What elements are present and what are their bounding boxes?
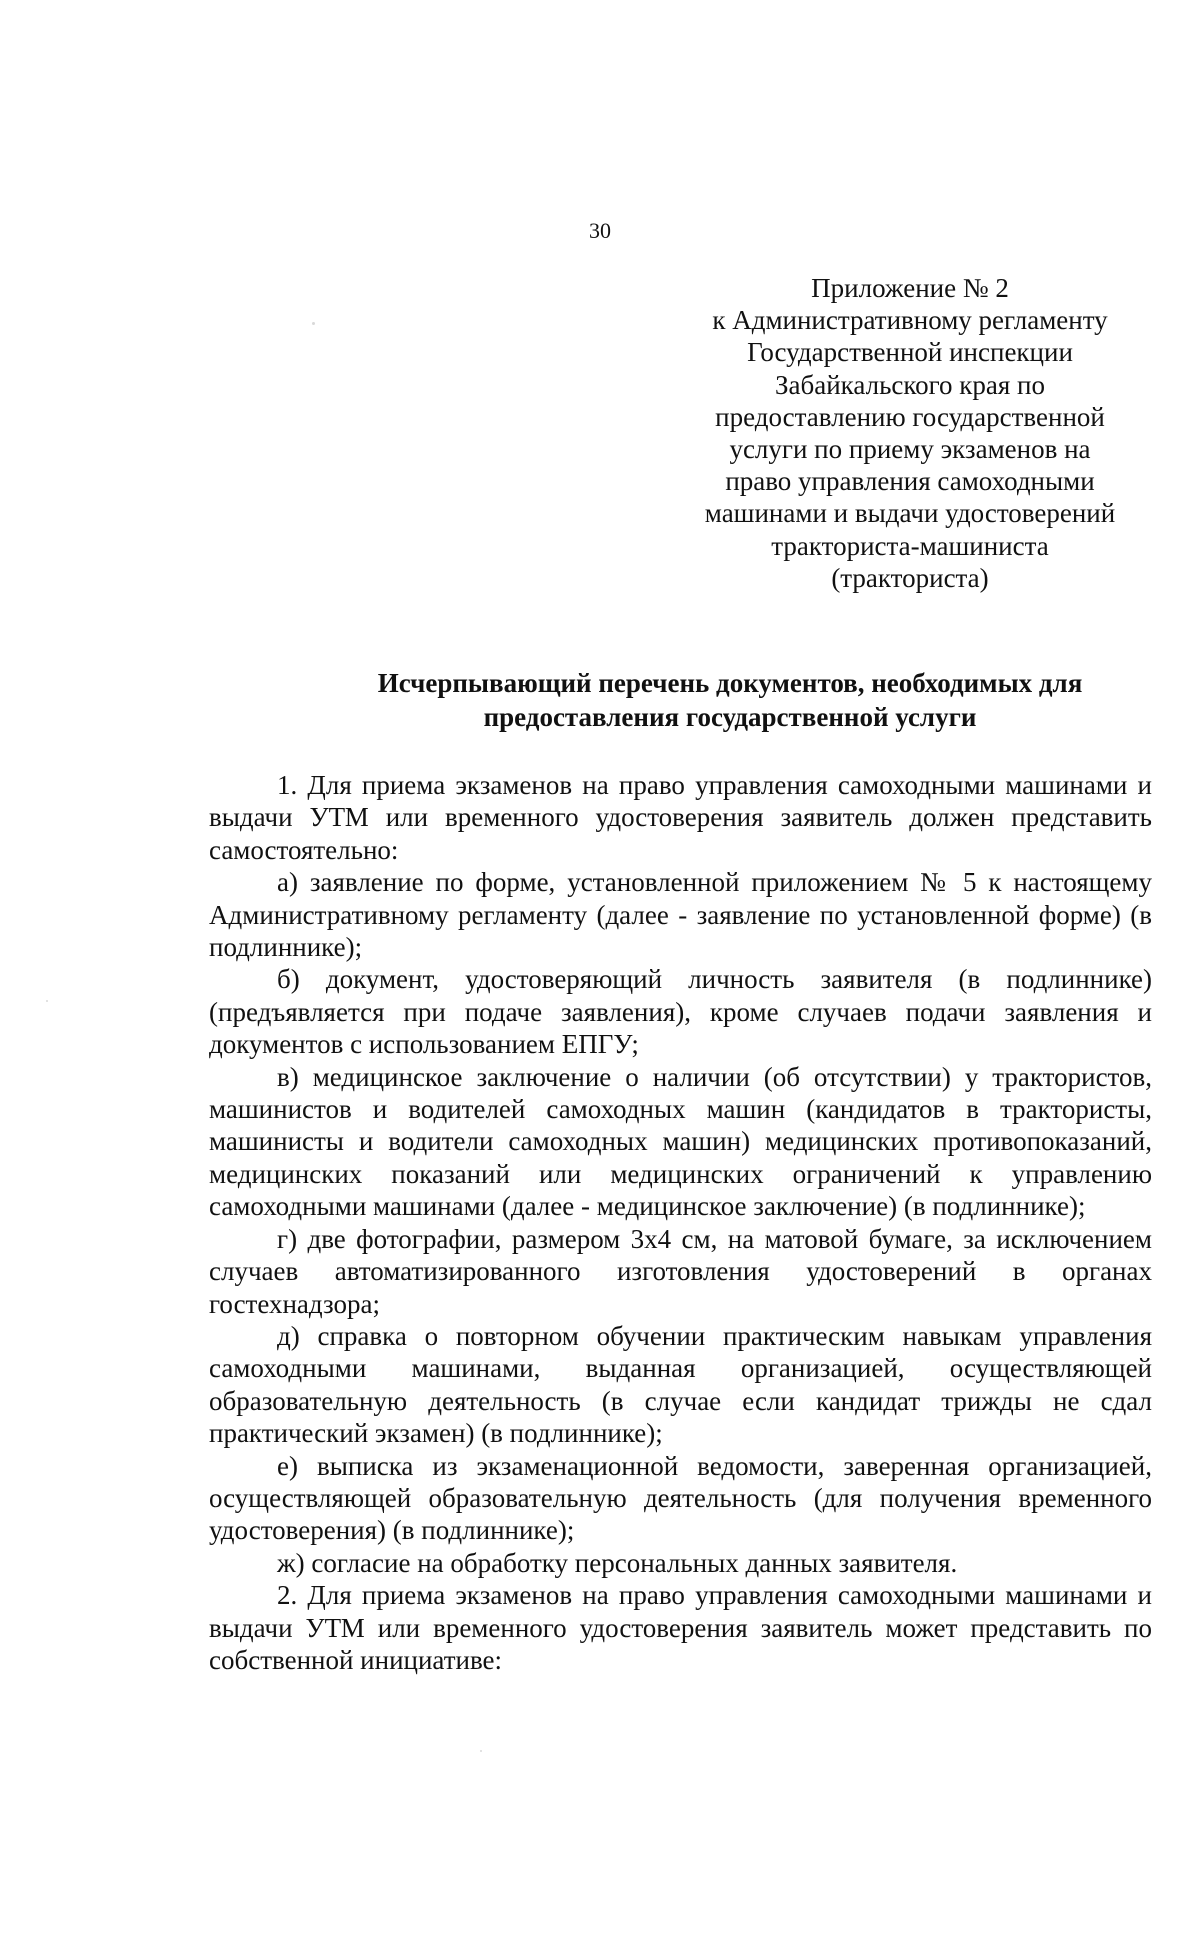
paragraph-1a: а) заявление по форме, установленной приложением № 5 к настоящему Административному регламенту (далее - заявление по установленной форме) (в подлиннике); [209,867,1152,963]
paragraph-1zh: ж) согласие на обработку персональных данных заявителя. [277,1547,958,1578]
appendix-line: Государственной инспекции [747,337,1073,368]
appendix-line: к Административному регламенту [712,305,1108,336]
paragraph-2: 2. Для приема экзаменов на право управления самоходными машинами и выдачи УТМ или временного удостоверения заявитель может представить по собственной инициативе: [209,1580,1152,1675]
title-line: Исчерпывающий перечень документов, необходимых для [377,668,1083,698]
page-number: 30 [589,218,611,243]
document-title [300,666,1160,734]
paragraph-1e: е) выписка из экзаменационной ведомости, заверенная организацией, осуществляющей образовательную деятельность (для получения временного удостоверения) (в подлиннике); [209,1450,1152,1546]
scan-speck [46,1000,48,1002]
appendix-line: (тракториста) [831,562,989,593]
title-line: предоставления государственной услуги [483,702,977,732]
paragraph-1b: б) документ, удостоверяющий личность заявителя (в подлиннике) (предъявляется при подаче заявления), кроме случаев подачи заявления и документов с использованием ЕПГУ; [209,964,1152,1060]
paragraph-1g: г) две фотографии, размером 3х4 см, на матовой бумаге, за исключением случаев автоматизированного изготовления удостоверений в органах гостехнадзора; [209,1223,1152,1319]
appendix-header [680,272,1140,594]
paragraph-1: 1. Для приема экзаменов на право управления самоходными машинами и выдачи УТМ или временного удостоверения заявитель должен представить самостоятельно: [209,770,1152,865]
appendix-line: машинами и выдачи удостоверений [704,498,1116,529]
appendix-line: услуги по приему экзаменов на [729,434,1091,465]
scan-speck [480,1750,482,1752]
document-body [209,769,1152,1676]
paragraph-1v: в) медицинское заключение о наличии (об отсутствии) у трактористов, машинистов и водителей самоходных машин (кандидатов в трактористы, машинисты и водители самоходных машин) медицинских противопоказаний, медицинских показаний или медицинских ограничений к управлению самоходными машинами (далее - медицинское заключение) (в подлиннике); [209,1061,1152,1222]
scan-speck [312,322,315,325]
appendix-line: Забайкальского края по [775,369,1045,400]
paragraph-1d: д) справка о повторном обучении практическим навыкам управления самоходными машинами, выданная организацией, осуществляющей образовательную деятельность (в случае если кандидат трижды не сдал практический экзамен) (в подлиннике); [209,1320,1152,1449]
appendix-line: право управления самоходными [725,466,1095,497]
appendix-line: предоставлению государственной [715,401,1105,432]
appendix-line: Приложение № 2 [811,273,1009,303]
appendix-line: тракториста-машиниста [771,530,1049,561]
